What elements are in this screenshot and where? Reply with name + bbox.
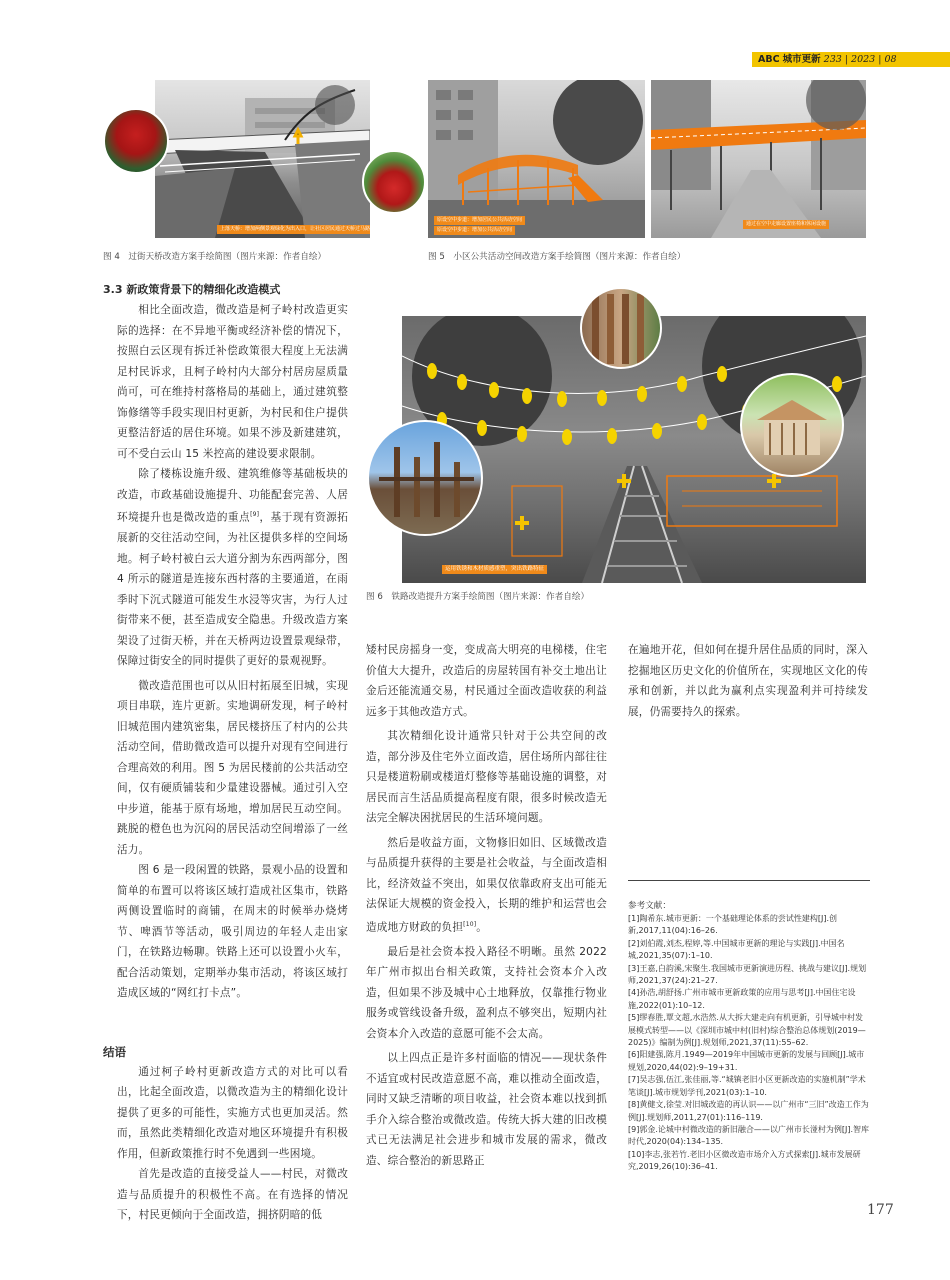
col1-paragraph-2: [117, 464, 348, 672]
col1-p2-text-a: 除了楼栋设施升级、建筑维修等基础板块的改造，市政基础设施提升、功能配套完善、人居环境提升也是微改造的重点: [117, 468, 348, 524]
reference-item: [6]阳建强,陈月.1949—2019年中国城市更新的发展与回顾[J].城市规划,2020,44(02):9–19+31.: [628, 1050, 865, 1072]
journal-brand: ABC: [758, 54, 780, 65]
figure-6-inset-left-sketch: [369, 422, 481, 534]
citation-10: [10]: [463, 920, 477, 928]
col2-p3-text-a: 然后是收益方面，文物修旧如旧、区域微改造与品质提升获得的主要是社会收益，与全面改造相比，经济效益不突出，如果仅依靠政府支出可能无法保证大规模的资金投入，长期的维护和运营也会造成地方财政的负担: [366, 836, 607, 934]
reference-item: [2]刘伯霞,刘杰,程婷,等.中国城市更新的理论与实践[J].中国名城,2021,35(07):1–10.: [628, 938, 845, 961]
figure-5-photo-left: [428, 80, 645, 238]
figure-6-inset-right: [740, 373, 844, 477]
figure-5-caption: 图 5 小区公共活动空间改造方案手绘简图（图片来源：作者自绘）: [428, 252, 686, 262]
figure-4-caption: 图 4 过街天桥改造方案手绘简图（图片来源：作者自绘）: [103, 252, 327, 262]
figure-6-inset-right-sketch: [742, 375, 842, 475]
col2-paragraph-1: 矮村民房摇身一变，变成高大明亮的电梯楼，住宅价值大大提升，改造后的房屋转国有补交土地出让金后还能流通交易，村民通过全面改造收获的利益远多于其他改造方式。: [366, 644, 607, 718]
journal-issue: 233 | 2023 | 08: [823, 54, 897, 65]
reference-item: [4]孙浩,胡舒扬.广州市城市更新政策的应用与思考[J].中国住宅设施,2022(01):10–12.: [628, 988, 856, 1010]
figure-4-overlay-label: 上落天桥：增加两侧景观绿化为出入口，让社区居民通过天桥过马路: [217, 225, 370, 234]
figure-5-right-sketch: [651, 80, 866, 238]
figure-6-caption: 图 6 铁路改造提升方案手绘简图（图片来源：作者自绘）: [366, 592, 590, 602]
citation-9: [9]: [250, 511, 260, 518]
conclusion-heading: 结语: [103, 1044, 126, 1059]
reference-item: [3]王嘉,白韵溪,宋聚生.我国城市更新演进历程、挑战与建议[J].规划师,2021,37(24):21–27.: [628, 963, 867, 986]
col1-paragraph-4: 图 6 是一段闲置的铁路，景观小品的设置和简单的布置可以将该区域打造成社区集市，铁路两侧设置临时的商铺，在周末的时候举办烧烤节、啤酒节等活动，吸引周边的年轻人走出家门，在铁路边畅聊。铁路上还可以设置小火车，配合活动策划，定期举办集市活动，将该区域打造成区域的“网红打卡点”。: [117, 864, 348, 1000]
figure-6-inset-left: [367, 420, 483, 536]
reference-item: [10]李志,张若竹.老旧小区微改造市场介入方式探索[J].城市发展研究,2019,26(10):36–41.: [628, 1149, 861, 1172]
figure-4-inset-left: [103, 108, 169, 174]
journal-section: 城市更新: [782, 54, 821, 65]
reference-item: [8]黄健文,徐莹.对旧城改造的再认识——以广州市“三旧”改造工作为例[J].规划师,2011,27(01):116–119.: [628, 1100, 869, 1122]
figure-6-overlay: 运用铁锈和木材质感重塑，突出铁路特征: [442, 565, 547, 574]
col2-paragraph-5: 以上四点正是许多村面临的情况——现状条件不适宜或村民改造意愿不高，难以推动全面改造，同时又缺乏清晰的项目收益，社会资本难以找到抓手介入综合整治或微改造。传统大拆大建的旧改模式已无法满足社会进步和城市发展的需求，微改造、综合整治的新思路正: [366, 1052, 607, 1167]
figure-4-sketch: [155, 80, 370, 238]
reference-item: [1]陶希东.城市更新：一个基础理论体系的尝试性建构[J].创新,2017,11(04):16–26.: [628, 914, 838, 936]
figure-6-inset-top-sketch: [582, 289, 660, 367]
col1-paragraph-6: 首先是改造的直接受益人——村民，对微改造与品质提升的积极性不高。在有选择的情况下，村民更倾向于全面改造，拥挤阴暗的低: [117, 1168, 348, 1222]
references-divider: [628, 880, 870, 881]
col1-paragraph-5: 通过柯子岭村更新改造方式的对比可以看出，比起全面改造，以微改造为主的精细化设计提供了更多的可能性，实施方式也更加灵活。然而，虽然此类精细化改造对地区环境提升有积极作用，但新政策推行时不免遇到一些困境。: [117, 1065, 348, 1160]
reference-item: [7]吴志强,伍江,张佳丽,等.“城镇老旧小区更新改造的实施机制”学术笔谈[J].城市规划学刊,2021(03):1–10.: [628, 1075, 866, 1097]
col1-paragraph-3: 微改造范围也可以从旧村拓展至旧城，实现项目串联，连片更新。实地调研发现，柯子岭村旧城范围内建筑密集，居民楼挤压了村内的公共活动空间，借助微改造可以提升对现有空间进行合理高效的利用。图 5 为居民楼前的公共活动空间，仅有硬质铺装和少量建设器械。通过引入空中步道，能基于原有场地，增加居民互动空间。跳脱的橙色也为沉闷的居民活动空间增添了一丝活力。: [117, 679, 348, 856]
figure-6-inset-top: [580, 287, 662, 369]
col3-paragraph-1: 在遍地开花，但如何在提升居住品质的同时，深入挖掘地区历史文化的价值所在，实现地区文化的传承和创新，并以此为赢利点实现盈利并可持续发展，仍需要持久的探索。: [628, 644, 868, 718]
col2-p3-text-b: 。: [476, 921, 488, 934]
journal-header: [758, 53, 897, 66]
col2-paragraph-2: 其次精细化设计通常只针对于公共空间的改造，部分涉及住宅外立面改造，居住场所内部往往只是楼道粉刷或楼道灯整修等基础设施的调整，对居民而言生活品质提高程度有限，很多时候改造无法完全解决困扰居民的生活环境问题。: [366, 730, 607, 824]
references: [628, 899, 870, 1174]
col2-paragraph-3: [366, 833, 607, 938]
col1-p2-text-b: ，基于现有资源拓展新的交往活动空间，为社区提供多样的空间场地。柯子岭村被白云大道分割为东西两部分，图 4 所示的隧道是连接东西村落的主要通道，在雨季时下沉式隧道可能发生水浸等灾害，为行人过街带来不便，甚至造成安全隐患。升级改造方案架设了过街天桥，并在天桥两边设置景观绿带，保障过街安全的同时提供了更好的景观视野。: [117, 511, 348, 668]
page-number: 177: [867, 1202, 894, 1218]
figure-5-left-sketch: [428, 80, 645, 238]
reference-item: [5]缪春胜,覃文超,水浩然.从大拆大建走向有机更新，引导城中村发展模式转型——以《深圳市城中村(旧村)综合整治总体规划(2019—2025)》编制为例[J].规划师,2021,37(11):55–62.: [628, 1013, 866, 1048]
section-heading-3-3: 3.3 新政策背景下的精细化改造模式: [103, 283, 281, 296]
references-title: 参考文献：: [628, 901, 671, 911]
figure-5b-overlay: 通过在空中走廊设置座椅和休闲设施: [743, 220, 829, 229]
column-1: [103, 280, 348, 1226]
column-2: [366, 640, 607, 1171]
figure-5-overlay-2: 原设空中步道：增加公共活动空间: [434, 226, 515, 235]
figure-5-overlay-1: 原设空中步道：增加居民公共活动空间: [434, 216, 525, 225]
figure-5-photo-right: [651, 80, 866, 238]
figure-4-photo: [155, 80, 370, 238]
col1-paragraph-1: 相比全面改造，微改造是柯子岭村改造更实际的选择：在不异地平衡或经济补偿的情况下，按照白云区现有拆迁补偿政策很大程度上无法满足村民诉求，且柯子岭村内大部分村居房屋质量尚可，可在维持村落格局的基础上，通过建筑整饰修缮等手段实现旧村更新，为村民和住户提供更整洁舒适的居住环境。如果不涉及新建建筑，可不受白云山 15 米控高的建设要求限制。: [117, 304, 348, 460]
reference-item: [9]郭金.论城中村微改造的新旧融合——以广州市长湴村为例[J].智库时代,2020(04):134–135.: [628, 1124, 870, 1147]
col2-paragraph-4: 最后是社会资本投入路径不明晰。虽然 2022 年广州市拟出台相关政策，支持社会资本介入改造，但如果不涉及城中心土地释放，仅靠推行物业服务或管线设备升级，盈利点不够突出，短期内社会资本介入改造的意愿可能不会太高。: [366, 945, 607, 1040]
column-3: [628, 640, 868, 722]
figure-4-inset-right: [362, 150, 426, 214]
